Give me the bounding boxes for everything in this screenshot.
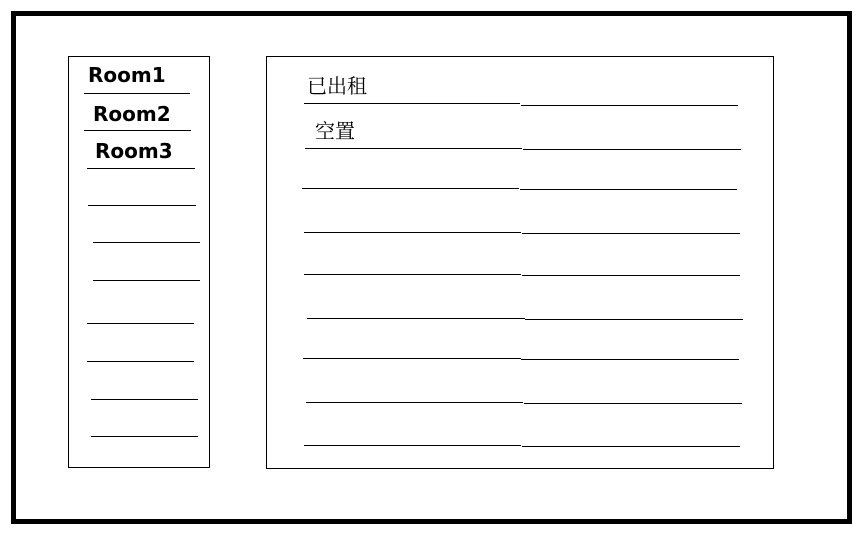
empty-room-slot (87, 323, 194, 324)
table-row-line-right (521, 359, 739, 360)
room-item-3[interactable]: Room3 (95, 139, 173, 163)
room-item-2[interactable]: Room2 (93, 102, 171, 126)
table-row-line-right (524, 403, 742, 404)
empty-room-slot (93, 280, 200, 281)
room-status-table (266, 56, 774, 469)
empty-room-slot (93, 242, 200, 243)
status-cell-vacant: 空置 (315, 119, 355, 143)
table-row-line-left (307, 318, 525, 319)
room-item-1[interactable]: Room1 (88, 63, 166, 87)
room-divider (84, 93, 190, 94)
status-cell-rented: 已出租 (307, 74, 367, 98)
table-row-line-right (522, 275, 740, 276)
table-row-line-right (525, 319, 743, 320)
table-row-line-left (305, 148, 522, 149)
table-row-line-left (304, 232, 521, 233)
table-row-line-left (304, 445, 521, 446)
table-row-line-right (523, 149, 741, 150)
table-row-line-left (303, 358, 521, 359)
table-row-line-left (306, 402, 523, 403)
room-divider (84, 130, 191, 131)
table-row-line-right (522, 446, 740, 447)
empty-room-slot (91, 436, 198, 437)
table-row-line-right (522, 233, 740, 234)
empty-room-slot (87, 361, 194, 362)
table-row-line-left (304, 103, 520, 104)
table-row-line-left (304, 274, 521, 275)
table-row-line-left (302, 188, 519, 189)
table-row-line-right (521, 105, 738, 106)
empty-room-slot (88, 205, 196, 206)
table-row-line-right (520, 189, 737, 190)
room-divider (87, 168, 195, 169)
empty-room-slot (91, 399, 198, 400)
